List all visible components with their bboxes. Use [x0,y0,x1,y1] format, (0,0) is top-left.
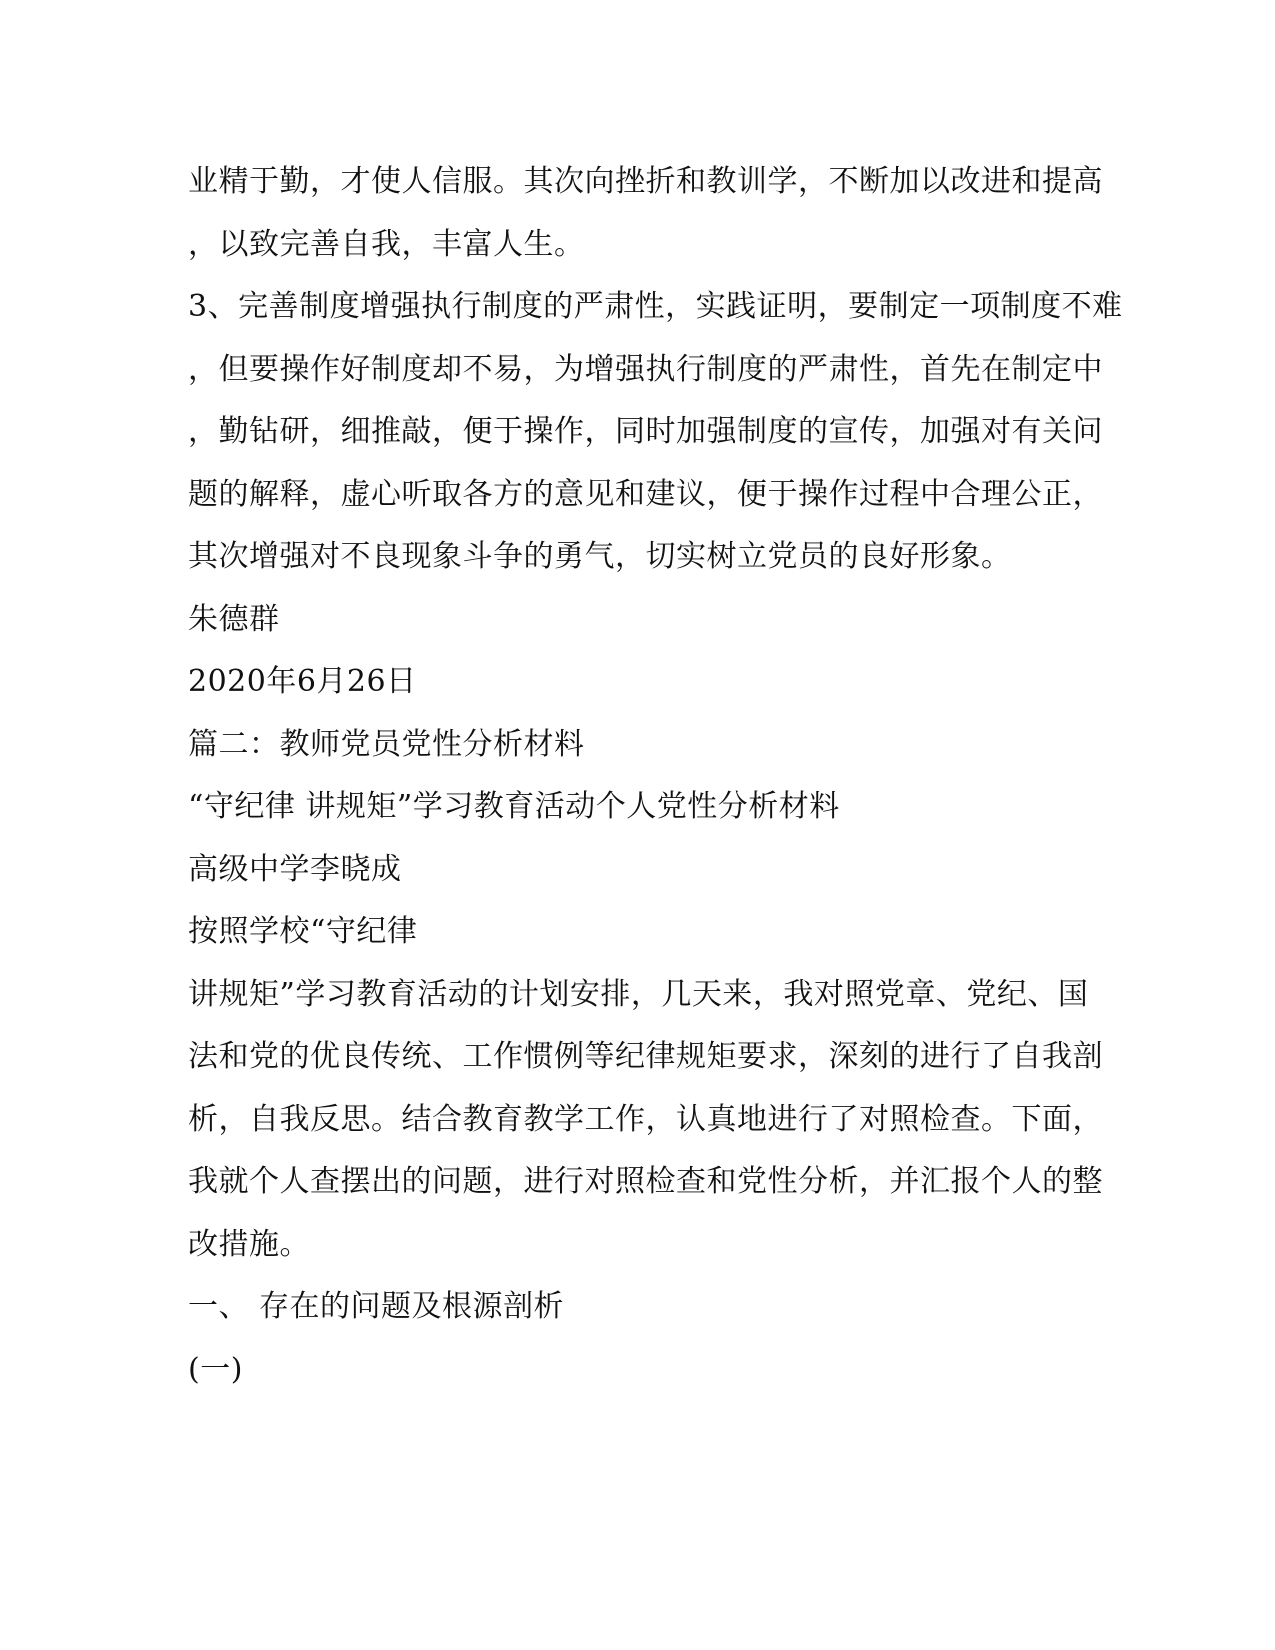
text-line: ，勤钻研，细推敲，便于操作，同时加强制度的宣传，加强对有关问 [188,414,1103,449]
author-line: 高级中学李晓成 [188,852,402,887]
subsection-marker: (一) [188,1352,243,1387]
date-line: 2020年6月26日 [188,664,417,699]
text-line: 其次增强对不良现象斗争的勇气，切实树立党员的良好形象。 [188,539,1012,574]
text-line: 法和党的优良传统、工作惯例等纪律规矩要求，深刻的进行了自我剖 [188,1039,1103,1074]
text-line: ，但要操作好制度却不易，为增强执行制度的严肃性，首先在制定中 [188,352,1103,387]
text-line: 我就个人查摆出的问题，进行对照检查和党性分析，并汇报个人的整 [188,1164,1103,1199]
text-line: 3、完善制度增强执行制度的严肃性，实践证明，要制定一项制度不难 [188,289,1123,324]
text-line: ，以致完善自我，丰富人生。 [188,227,585,262]
text-line: 按照学校“守纪律 [188,914,418,949]
text-line: 讲规矩”学习教育活动的计划安排，几天来，我对照党章、党纪、国 [188,977,1089,1012]
text-line: 业精于勤，才使人信服。其次向挫折和教训学，不断加以改进和提高 [188,164,1103,199]
section-title: 篇二：教师党员党性分析材料 [188,727,585,762]
text-line: 题的解释，虚心听取各方的意见和建议，便于操作过程中合理公正， [188,477,1103,512]
text-line: 改措施。 [188,1227,310,1262]
section-heading: 一、 存在的问题及根源剖析 [188,1289,565,1324]
text-line: 析，自我反思。结合教育教学工作，认真地进行了对照检查。下面， [188,1102,1103,1137]
document-subtitle: “守纪律 讲规矩”学习教育活动个人党性分析材料 [188,789,840,824]
author-name: 朱德群 [188,602,280,637]
